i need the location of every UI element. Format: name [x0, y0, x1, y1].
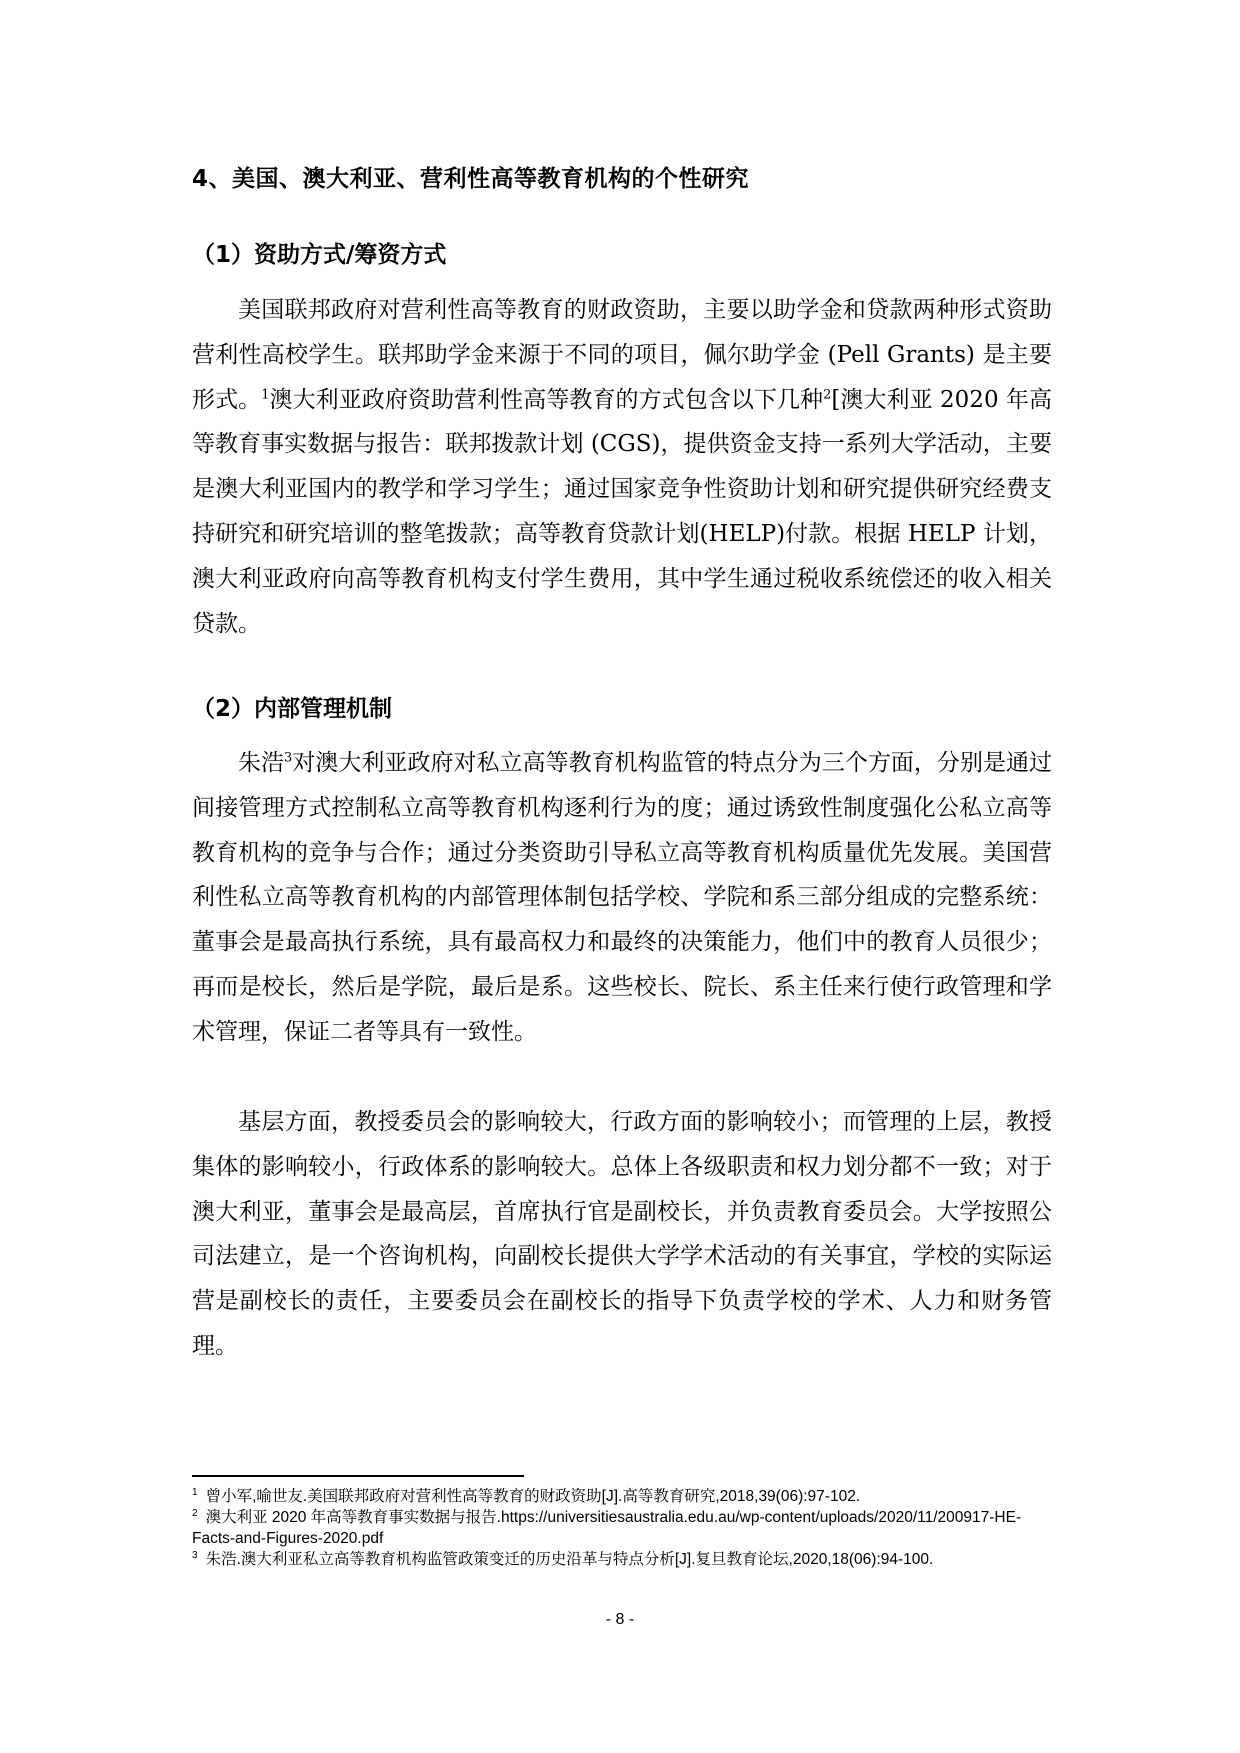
- footnote-ref-3[interactable]: 3: [284, 750, 293, 766]
- paragraph-text: 美国联邦政府对营利性高等教育的财政资助，主要以助学金和贷款两种形式资助营利性高校学生。联邦助学金来源于不同的项目，佩尔助学金 (Pell Grants) 是主要形式。: [192, 297, 1052, 413]
- subsection-heading-funding: （1）资助方式/筹资方式: [192, 242, 447, 268]
- footnote-number: 3: [192, 1549, 198, 1561]
- footnote-2: [192, 1507, 1052, 1549]
- paragraph-text: 对澳大利亚政府对私立高等教育机构监管的特点分为三个方面，分别是通过间接管理方式控制私立高等教育机构逐利行为的度；通过诱致性制度强化公私立高等教育机构的竞争与合作；通过分类资助引导私立高等教育机构质量优先发展。美国营利性私立高等教育机构的内部管理体制包括学校、学院和系三部分组成的完整系统：董事会是最高执行系统，具有最高权力和最终的决策能力，他们中的教育人员很少；再而是校长，然后是学院，最后是系。这些校长、院长、系主任来行使行政管理和学术管理，保证二者等具有一致性。: [192, 750, 1053, 1045]
- footnote-number: 1: [192, 1486, 198, 1498]
- footnote-1: [192, 1486, 1052, 1507]
- paragraph-text: 朱浩: [238, 750, 285, 776]
- paragraph-management: [192, 741, 1052, 1055]
- footnote-text: 朱浩.澳大利亚私立高等教育机构监管政策变迁的历史沿革与特点分析[J].复旦教育论坛,2020,18(06):94-100.: [205, 1551, 934, 1568]
- footnotes: [192, 1486, 1052, 1570]
- footnote-3: [192, 1549, 1052, 1570]
- subsection-heading-management: （2）内部管理机制: [192, 696, 393, 722]
- paragraph-funding: [192, 288, 1052, 646]
- footnote-ref-2[interactable]: 2: [823, 386, 832, 402]
- footnote-divider: [192, 1475, 524, 1477]
- footnote-text: 曾小军,喻世友.美国联邦政府对营利性高等教育的财政资助[J].高等教育研究,2018,39(06):97-102.: [205, 1488, 861, 1505]
- footnote-number: 2: [192, 1507, 198, 1519]
- footnote-text[interactable]: 澳大利亚 2020 年高等教育事实数据与报告.https://universitiesaustralia.edu.au/wp-content/uploads/2020/11/200917-HE-Facts-and-Figures-2020.pdf: [192, 1509, 1022, 1547]
- section-title: 4、美国、澳大利亚、营利性高等教育机构的个性研究: [192, 166, 750, 192]
- paragraph-text: 澳大利亚政府资助营利性高等教育的方式包含以下几种: [269, 386, 824, 413]
- paragraph-text: [澳大利亚 2020 年高等教育事实数据与报告：联邦拨款计划 (CGS)，提供资金支持一系列大学活动，主要是澳大利亚国内的教学和学习学生；通过国家竞争性资助计划和研究提供研究经费支持研究和研究培训的整笔拨款；高等教育贷款计划(HELP)付款。根据 HELP 计划，澳大利亚政府向高等教育机构支付学生费用，其中学生通过税收系统偿还的收入相关贷款。: [192, 386, 1053, 637]
- paragraph-governance: 基层方面，教授委员会的影响较大，行政方面的影响较小；而管理的上层，教授集体的影响较小，行政体系的影响较大。总体上各级职责和权力划分都不一致；对于澳大利亚，董事会是最高层，首席执行官是副校长，并负责教育委员会。大学按照公司法建立，是一个咨询机构，向副校长提供大学学术活动的有关事宜，学校的实际运营是副校长的责任，主要委员会在副校长的指导下负责学校的学术、人力和财务管理。: [192, 1109, 1052, 1359]
- page-number: - 8 -: [605, 1611, 635, 1628]
- footnote-ref-1[interactable]: 1: [261, 386, 270, 402]
